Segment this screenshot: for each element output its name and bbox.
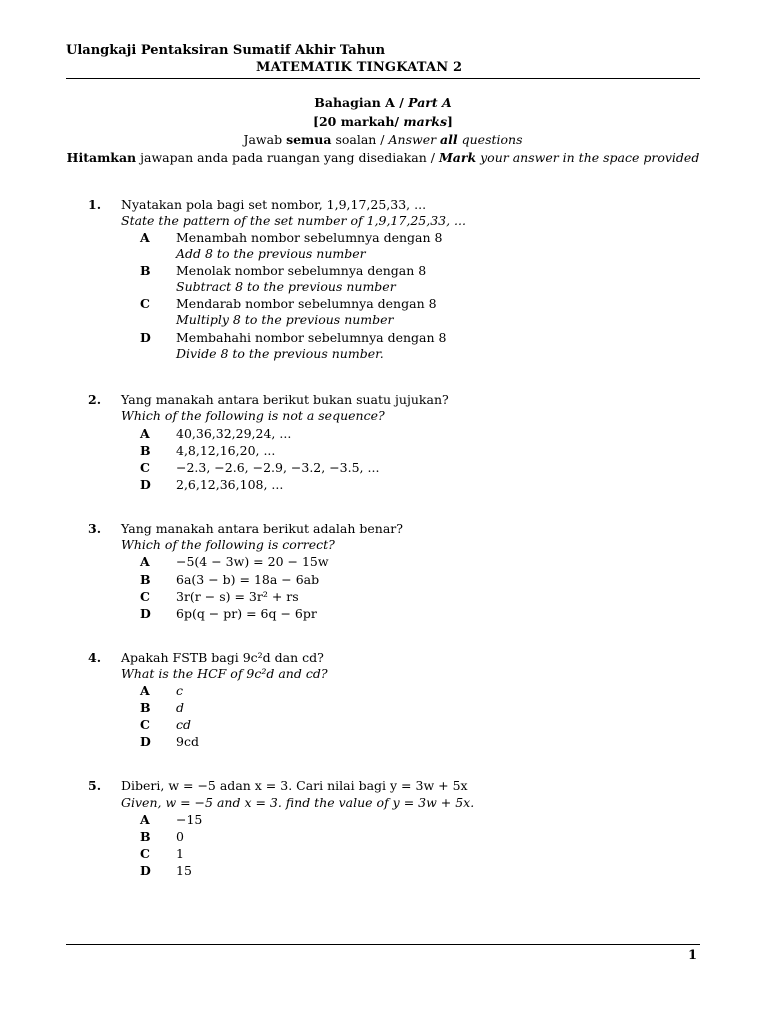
question-number: 2. <box>88 392 102 407</box>
option-letter: A <box>140 554 150 569</box>
section-title-en: Part A <box>408 95 452 110</box>
exam-series-title: Ulangkaji Pentaksiran Sumatif Akhir Tahun <box>66 43 386 58</box>
subject-title: MATEMATIK TINGKATAN 2 <box>256 60 463 75</box>
section-title <box>66 95 700 110</box>
option-text: 0 <box>176 829 184 844</box>
question-number: 5. <box>88 778 102 793</box>
section-title-ms: Bahagian A / <box>314 95 409 110</box>
option-letter: D <box>140 330 151 345</box>
option-text-en: Multiply 8 to the previous number <box>176 312 394 327</box>
option-text: 6a(3 − b) = 18a − 6ab <box>176 572 320 587</box>
option-text-ms: Membahahi nombor sebelumnya dengan 8 <box>176 330 447 345</box>
question-text-en: Given, w = −5 and x = 3. find the value of y = 3w + 5x. <box>121 795 475 810</box>
instr2-d: your answer in the space provided <box>476 150 700 165</box>
option-letter: D <box>140 863 151 878</box>
option-letter: B <box>140 700 151 715</box>
header-divider <box>66 78 700 79</box>
question-text-ms: Diberi, w = −5 adan x = 3. Cari nilai bagi y = 3w + 5x <box>121 778 468 793</box>
question-text-en: State the pattern of the set number of 1,9,17,25,33, ... <box>121 213 466 228</box>
question-text-en: Which of the following is correct? <box>121 537 335 552</box>
option-letter: D <box>140 477 151 492</box>
option-text: 3r(r − s) = 3r² + rs <box>176 589 299 604</box>
option-text-en: Add 8 to the previous number <box>176 246 366 261</box>
option-letter: C <box>140 460 150 475</box>
question-text-ms: Yang manakah antara berikut adalah benar? <box>121 521 403 536</box>
instr2-b: jawapan anda pada ruangan yang disediakan / <box>136 150 439 165</box>
option-letter: A <box>140 426 150 441</box>
option-text: 40,36,32,29,24, ... <box>176 426 292 441</box>
option-text: 15 <box>176 863 192 878</box>
instr1-a: Jawab <box>243 132 287 147</box>
option-letter: B <box>140 572 151 587</box>
question-text-ms: Yang manakah antara berikut bukan suatu jujukan? <box>121 392 449 407</box>
question-text-en: Which of the following is not a sequence? <box>121 408 385 423</box>
marks-close: ] <box>447 114 453 129</box>
instruction-answer-all <box>66 132 700 147</box>
option-text-en: Subtract 8 to the previous number <box>176 279 396 294</box>
section-marks <box>66 114 700 129</box>
option-text: 1 <box>176 846 184 861</box>
option-letter: C <box>140 846 150 861</box>
instr1-b: semua <box>286 132 332 147</box>
instr1-e: all <box>440 132 458 147</box>
option-text: c <box>176 683 184 698</box>
option-letter: B <box>140 263 151 278</box>
option-text: 4,8,12,16,20, ... <box>176 443 276 458</box>
option-letter: A <box>140 683 150 698</box>
instr1-d: Answer <box>388 132 441 147</box>
marks-en: marks <box>403 114 448 129</box>
question-text-en: What is the HCF of 9c²d and cd? <box>121 666 328 681</box>
option-letter: B <box>140 443 151 458</box>
question-text-ms: Nyatakan pola bagi set nombor, 1,9,17,25,33, ... <box>121 197 427 212</box>
option-letter: D <box>140 606 151 621</box>
footer-divider <box>66 944 700 945</box>
option-text-ms: Mendarab nombor sebelumnya dengan 8 <box>176 296 437 311</box>
option-text: d <box>176 700 185 715</box>
question-number: 4. <box>88 650 102 665</box>
option-text: −15 <box>176 812 203 827</box>
option-letter: B <box>140 829 151 844</box>
page-number: 1 <box>688 948 698 963</box>
option-text: 6p(q − pr) = 6q − 6pr <box>176 606 317 621</box>
option-text: −2.3, −2.6, −2.9, −3.2, −3.5, ... <box>176 460 380 475</box>
option-text-en: Divide 8 to the previous number. <box>176 346 384 361</box>
option-text: 2,6,12,36,108, ... <box>176 477 284 492</box>
option-letter: C <box>140 589 150 604</box>
instruction-mark-answer <box>66 150 700 165</box>
option-letter: A <box>140 230 150 245</box>
question-number: 1. <box>88 197 102 212</box>
marks-open: [20 markah/ <box>313 114 404 129</box>
instr1-f: questions <box>457 132 523 147</box>
option-text: −5(4 − 3w) = 20 − 15w <box>176 554 329 569</box>
option-letter: C <box>140 296 150 311</box>
option-text-ms: Menolak nombor sebelumnya dengan 8 <box>176 263 427 278</box>
question-text-ms: Apakah FSTB bagi 9c²d dan cd? <box>121 650 324 665</box>
option-text: cd <box>176 717 192 732</box>
instr2-c: Mark <box>438 150 477 165</box>
option-letter: A <box>140 812 150 827</box>
option-letter: D <box>140 734 151 749</box>
option-text: 9cd <box>176 734 199 749</box>
option-text-ms: Menambah nombor sebelumnya dengan 8 <box>176 230 443 245</box>
instr1-c: soalan / <box>331 132 389 147</box>
instr2-a: Hitamkan <box>66 150 137 165</box>
option-letter: C <box>140 717 150 732</box>
question-number: 3. <box>88 521 102 536</box>
